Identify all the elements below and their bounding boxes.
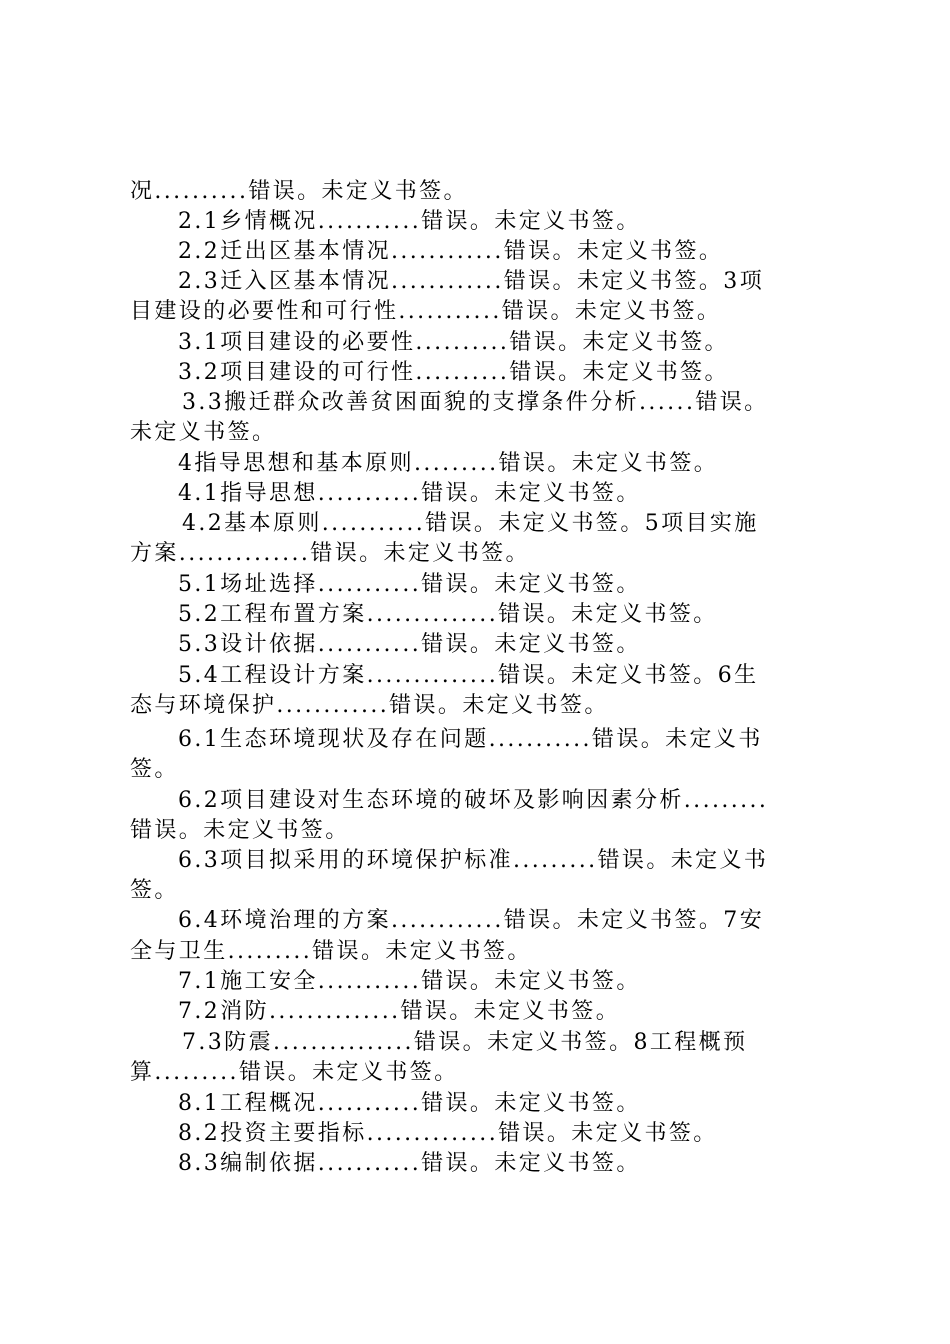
- toc-line: 2.1乡情概况...........错误。未定义书签。: [178, 209, 641, 234]
- toc-line: 2.3迁入区基本情况............错误。未定义书签。3项: [178, 269, 765, 294]
- toc-line: 8.3编制依据...........错误。未定义书签。: [178, 1151, 641, 1176]
- toc-line: 方案..............错误。未定义书签。: [130, 541, 530, 566]
- toc-line: 4.2基本原则...........错误。未定义书签。5项目实施: [182, 511, 759, 536]
- toc-line: 6.1生态环境现状及存在问题...........错误。未定义书: [178, 727, 763, 752]
- toc-line: 况..........错误。未定义书签。: [130, 179, 468, 204]
- toc-line: 7.3防震...............错误。未定义书签。8工程概预: [182, 1030, 748, 1055]
- toc-line: 5.2工程布置方案..............错误。未定义书签。: [178, 602, 718, 627]
- toc-line: 3.3搬迁群众改善贫困面貌的支撑条件分析......错误。: [182, 390, 769, 415]
- toc-line: 全与卫生.........错误。未定义书签。: [130, 939, 532, 964]
- toc-line: 5.4工程设计方案..............错误。未定义书签。6生: [178, 663, 759, 688]
- toc-line: 8.1工程概况...........错误。未定义书签。: [178, 1091, 641, 1116]
- toc-line: 3.1项目建设的必要性..........错误。未定义书签。: [178, 330, 729, 355]
- toc-line: 未定义书签。: [130, 420, 277, 445]
- toc-line: 3.2项目建设的可行性..........错误。未定义书签。: [178, 360, 729, 385]
- toc-line: 8.2投资主要指标..............错误。未定义书签。: [178, 1121, 718, 1146]
- toc-line: 6.4环境治理的方案............错误。未定义书签。7安: [178, 908, 765, 933]
- toc-line: 6.2项目建设对生态环境的破坏及影响因素分析.........: [178, 788, 769, 813]
- toc-line: 签。: [130, 757, 179, 782]
- toc-line: 4.1指导思想...........错误。未定义书签。: [178, 481, 641, 506]
- toc-line: 7.1施工安全...........错误。未定义书签。: [178, 969, 641, 994]
- toc-line: 2.2迁出区基本情况............错误。未定义书签。: [178, 239, 724, 264]
- toc-line: 5.1场址选择...........错误。未定义书签。: [178, 572, 641, 597]
- toc-line: 目建设的必要性和可行性...........错误。未定义书签。: [130, 299, 722, 324]
- toc-line: 态与环境保护............错误。未定义书签。: [130, 693, 609, 718]
- toc-line: 5.3设计依据...........错误。未定义书签。: [178, 632, 641, 657]
- toc-line: 7.2消防..............错误。未定义书签。: [178, 999, 621, 1024]
- toc-line: 4指导思想和基本原则.........错误。未定义书签。: [178, 451, 719, 476]
- toc-line: 算.........错误。未定义书签。: [130, 1060, 459, 1085]
- toc-line: 签。: [130, 878, 179, 903]
- toc-line: 错误。未定义书签。: [130, 818, 350, 843]
- toc-line: 6.3项目拟采用的环境保护标准.........错误。未定义书: [178, 848, 769, 873]
